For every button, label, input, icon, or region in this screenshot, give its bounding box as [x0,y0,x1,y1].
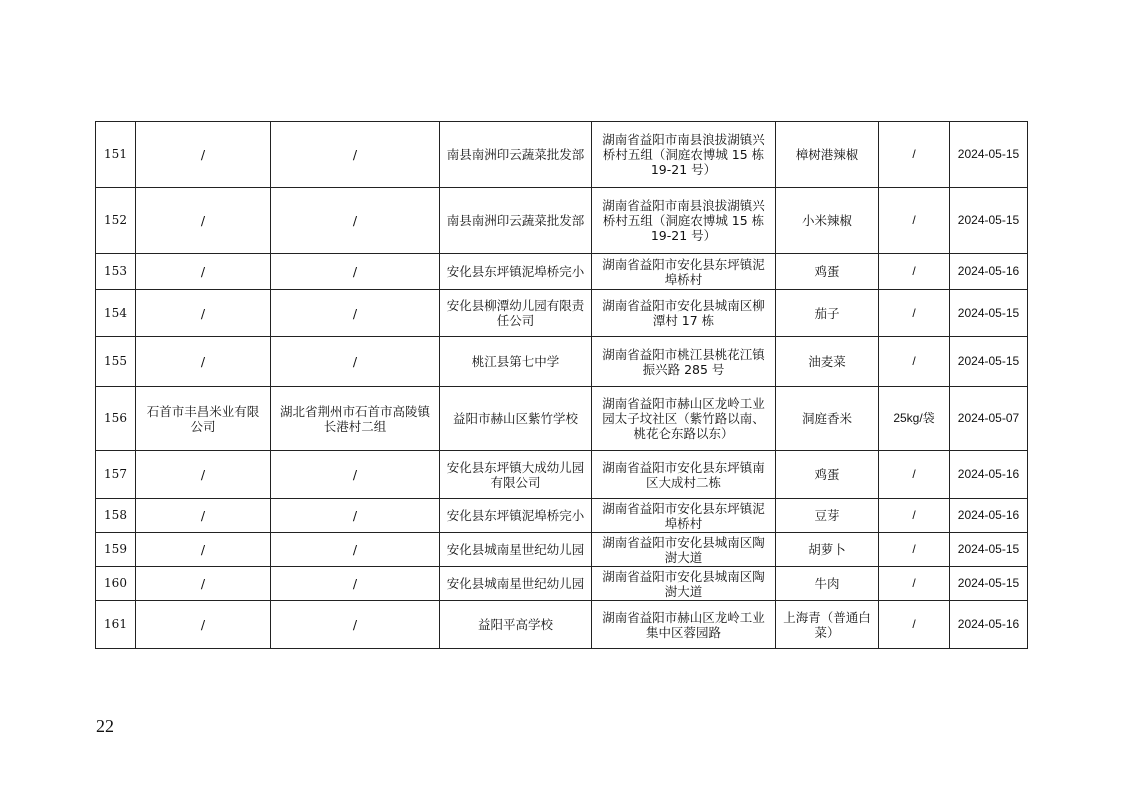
table-row [96,451,1028,499]
row-number: 161 [96,601,136,649]
sampled-unit-address: 湖南省益阳市安化县东坪镇泥埠桥村 [592,254,776,290]
production-date: 2024-05-15 [950,188,1028,254]
production-date: 2024-05-16 [950,451,1028,499]
production-date: 2024-05-16 [950,601,1028,649]
production-date: 2024-05-15 [950,122,1028,188]
table-body [96,122,1028,649]
producer-address: / [271,567,440,601]
sampled-unit-address: 湖南省益阳市安化县城南区陶澍大道 [592,567,776,601]
row-number: 159 [96,533,136,567]
sample-spec: / [879,188,950,254]
sampled-unit-address: 湖南省益阳市安化县东坪镇泥埠桥村 [592,499,776,533]
producer-name: / [136,337,271,387]
sample-spec: 25kg/袋 [879,387,950,451]
sampled-unit-name: 安化县东坪镇泥埠桥完小 [440,254,592,290]
sample-name: 豆芽 [776,499,879,533]
row-number: 153 [96,254,136,290]
sample-spec: / [879,567,950,601]
sample-spec: / [879,533,950,567]
producer-name: / [136,188,271,254]
row-number: 158 [96,499,136,533]
sampled-unit-name: 安化县柳潭幼儿园有限责任公司 [440,290,592,337]
sample-name: 牛肉 [776,567,879,601]
sampled-unit-name: 安化县城南星世纪幼儿园 [440,567,592,601]
sampled-unit-address: 湖南省益阳市赫山区龙岭工业集中区蓉园路 [592,601,776,649]
sample-name: 鸡蛋 [776,451,879,499]
sample-name: 洞庭香米 [776,387,879,451]
table-row [96,499,1028,533]
sample-name: 樟树港辣椒 [776,122,879,188]
sampled-unit-address: 湖南省益阳市桃江县桃花江镇振兴路 285 号 [592,337,776,387]
production-date: 2024-05-07 [950,387,1028,451]
table-row [96,122,1028,188]
production-date: 2024-05-15 [950,290,1028,337]
sampled-unit-name: 安化县东坪镇大成幼儿园有限公司 [440,451,592,499]
page-number: 22 [96,716,114,736]
table-row [96,601,1028,649]
row-number: 151 [96,122,136,188]
sample-name: 鸡蛋 [776,254,879,290]
row-number: 154 [96,290,136,337]
table-row [96,387,1028,451]
sample-spec: / [879,254,950,290]
sample-spec: / [879,122,950,188]
production-date: 2024-05-15 [950,533,1028,567]
sample-spec: / [879,290,950,337]
producer-name: / [136,254,271,290]
table-row [96,290,1028,337]
production-date: 2024-05-15 [950,567,1028,601]
sampled-unit-name: 桃江县第七中学 [440,337,592,387]
producer-name: / [136,533,271,567]
sample-name: 油麦菜 [776,337,879,387]
table-row [96,567,1028,601]
production-date: 2024-05-15 [950,337,1028,387]
sample-spec: / [879,499,950,533]
sample-name: 上海青（普通白菜） [776,601,879,649]
producer-address: / [271,601,440,649]
producer-address: / [271,254,440,290]
producer-name: / [136,122,271,188]
sampled-unit-address: 湖南省益阳市安化县东坪镇南区大成村二栋 [592,451,776,499]
sampled-unit-name: 益阳平高学校 [440,601,592,649]
sampled-unit-address: 湖南省益阳市南县浪拔湖镇兴桥村五组（洞庭农博城 15 栋 19-21 号） [592,188,776,254]
sampling-table [95,121,1028,649]
sampled-unit-address: 湖南省益阳市安化县城南区柳潭村 17 栋 [592,290,776,337]
row-number: 155 [96,337,136,387]
production-date: 2024-05-16 [950,254,1028,290]
producer-address: / [271,499,440,533]
producer-address: / [271,533,440,567]
row-number: 157 [96,451,136,499]
table-row [96,254,1028,290]
sampled-unit-address: 湖南省益阳市安化县城南区陶澍大道 [592,533,776,567]
sample-name: 茄子 [776,290,879,337]
producer-name: / [136,290,271,337]
sample-spec: / [879,451,950,499]
table-row [96,188,1028,254]
production-date: 2024-05-16 [950,499,1028,533]
producer-name: / [136,451,271,499]
table-row [96,337,1028,387]
producer-name: / [136,499,271,533]
producer-address: / [271,337,440,387]
sampled-unit-name: 安化县东坪镇泥埠桥完小 [440,499,592,533]
producer-address: / [271,451,440,499]
producer-address: / [271,122,440,188]
sampled-unit-name: 益阳市赫山区紫竹学校 [440,387,592,451]
table-row [96,533,1028,567]
sample-spec: / [879,337,950,387]
row-number: 160 [96,567,136,601]
sampled-unit-name: 安化县城南星世纪幼儿园 [440,533,592,567]
sample-spec: / [879,601,950,649]
sampled-unit-name: 南县南洲印云蔬菜批发部 [440,188,592,254]
sampled-unit-address: 湖南省益阳市赫山区龙岭工业园太子坟社区（紫竹路以南、桃花仑东路以东） [592,387,776,451]
sampled-unit-address: 湖南省益阳市南县浪拔湖镇兴桥村五组（洞庭农博城 15 栋 19-21 号） [592,122,776,188]
producer-address: / [271,188,440,254]
producer-name: 石首市丰昌米业有限公司 [136,387,271,451]
sample-name: 小米辣椒 [776,188,879,254]
producer-address: / [271,290,440,337]
sample-name: 胡萝卜 [776,533,879,567]
producer-name: / [136,601,271,649]
producer-address: 湖北省荆州市石首市高陵镇长港村二组 [271,387,440,451]
row-number: 156 [96,387,136,451]
sampled-unit-name: 南县南洲印云蔬菜批发部 [440,122,592,188]
row-number: 152 [96,188,136,254]
producer-name: / [136,567,271,601]
